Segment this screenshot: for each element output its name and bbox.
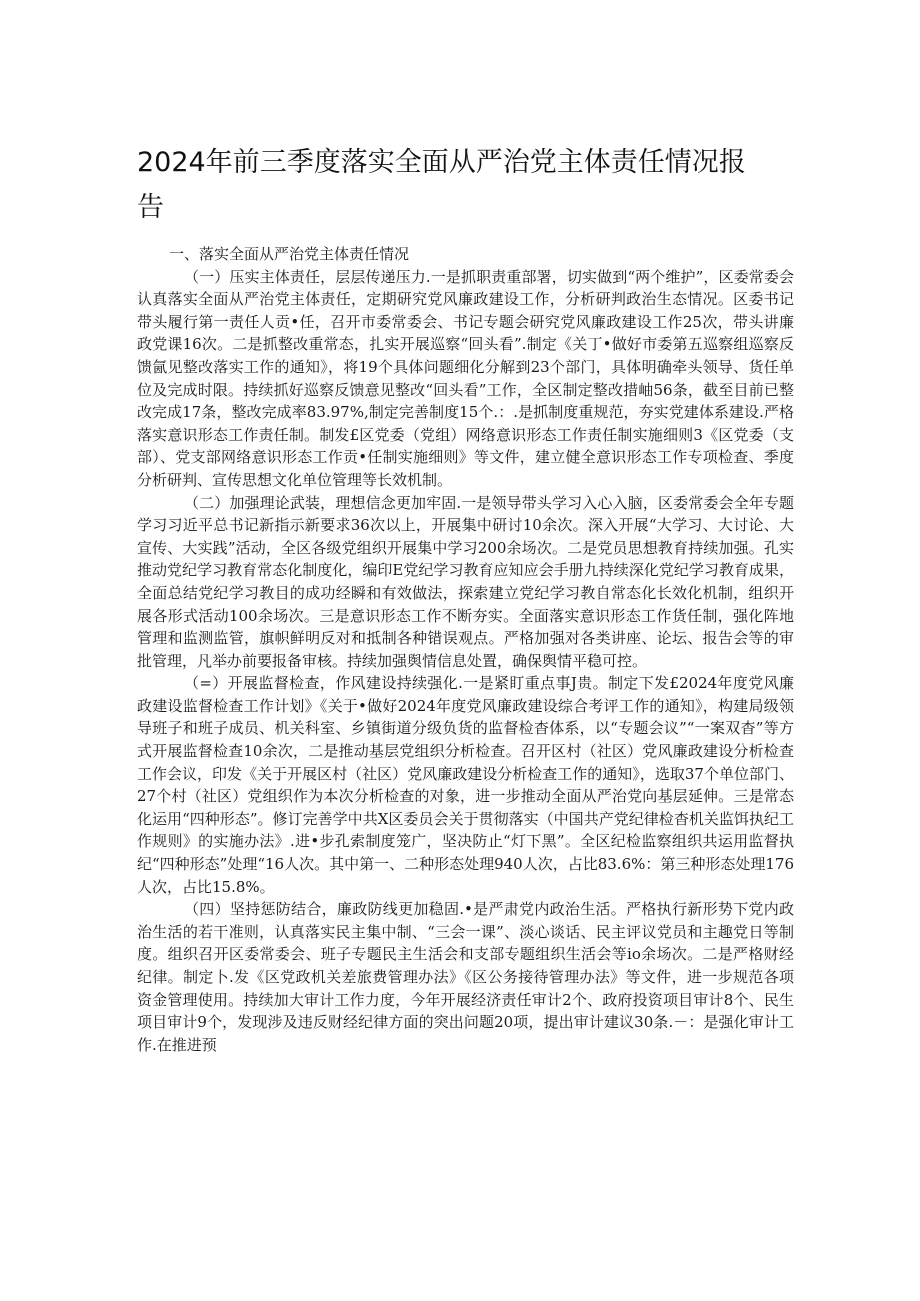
paragraph-2: （二）加强理论武装，理想信念更加牢固.一是领导带头学习入心入脑，区委常委会全年专题学习习近平总书记新指示新要求36次以上，开展集中研讨10余次。深入开展“大学习、大讨论、大宣传、大实践”活动，全区各级党组织开展集中学习200余场次。二是党员思想教育持续加强。孔实推动党纪学习教育常态化制度化，编印E党纪学习教育应知应会手册九持续深化党纪学习教育成果，全面总结党纪学习教目的成功经瞬和有效做法，探索建立党纪学习教自常态化长效化机制，组织开展各形式活动100余场次。三是意识形态工作不断夯实。全面落实意识形态工作货任制，强化阵地管理和监测监管，旗帜鲜明反对和抵制各种错误观点。严格加强对各类讲座、论坛、报告会等的审批管理，凡举办前要报备审核。持续加强舆情信息处置，确保舆情平稳可控。 <box>137 493 794 670</box>
section-heading: 一、落实全面从严治党主体责任情况 <box>169 245 410 263</box>
paragraph-1: （一）压实主体责任，层层传递压力.一是抓职责重部署，切实做到“两个维护”，区委常委会认真落实全面从严治党主体责任，定期研究党风廉政建设工作，分析研判政治生态情况。区委书记带头履行第一责任人贡•任，召开市委常委会、书记专题会研究党风廉政建设工作25次，带头讲廉政党课16次。二是抓整改重常态，扎实开展巡察“回头看”.制定《关丁•做好市委第五巡察组巡察反馈氤见整改落实工作的通知》，将19个具体问题细化分解到23个部门，具体明确牵头领导、货任单位及完成时限。持续抓好巡察反馈意见整改“回头看”工作，全区制定整改措岫56条，截至目前已整改完成17条，整改完成率83.97%,制定完善制度15个.：.是抓制度重规范，夯实党建体系建设.严格落实意识形态工作责任制。制发£区党委（党组）网络意识形态工作责任制实施细则3《区党委（支部）、党支部网络意识形态工作贡•任制实施细则》等文件，建立健全意识形态工作专项检查、季度分析研判、宣传思想文化单位管理等长效机制。 <box>137 267 794 489</box>
paragraph-3: （=）开展监督检查，作风建设持续强化.一是紧盯重点事J贵。制定下发£2024年度党风廉政建设监督检查工作计划》《关于•做好2024年度党风廉政建设综合考评工作的通知》，构建局级领导班子和班子成员、机关科室、乡镇街道分级负货的监督检杳体系，以“专题会议”“一案双杳”等方式开展监督检查10余次，二是推动基层党组织分析检查。召开区村（社区）党风廉政建设分析检查工作会议，印发《关于开展区村（社区）党风廉政建设分析检查工作的通知》，选取37个单位部门、27个村（社区）党组织作为本次分析检查的对象，进一步推动全面从严治党向基层延伸。三是常态化运用“四种形态”。修订完善学中共X区委员会关于贯彻落实（中国共产党纪律检杳机关监饵执纪工作规则》的实施办法》.进•步孔索制度笼广，坚决防止“灯下黑”。全区纪检监察组织共运用监督执纪“四种形态”处理“16人次。其中第一、二种形态处理940人次，占比83.6%：第三种形态处理176人次，占比15.8%。 <box>137 674 795 896</box>
document-body <box>137 243 794 1056</box>
document-title: 2024年前三季度落实全面从严治党主体责任情况报告 <box>137 147 746 223</box>
paragraph-4: （四）坚持惩防结合，廉政防线更加稳固.•是严肃党内政治生活。严格执行新形势下党内政治生活的若干准则，认真落实民主集中制、“三会一课”、淡心谈话、民主评议党员和主趣党日等制度。组织召开区委常委会、班子专题民主生活会和支部专题组织生活会等io余场次。二是严格财经纪律。制定卜.发《区党政机关差旅费管理办法》《区公务接待管理办法》等文件，进一步规范各项资金管理使用。持续加大审计工作力度，今年开展经济责任审计2个、政府投资项目审计8个、民生项目审计9个，发现涉及违反财经纪律方面的突出问题20项，提出审计建议30条.－：是强化审计工作.在推进预 <box>137 900 794 1054</box>
